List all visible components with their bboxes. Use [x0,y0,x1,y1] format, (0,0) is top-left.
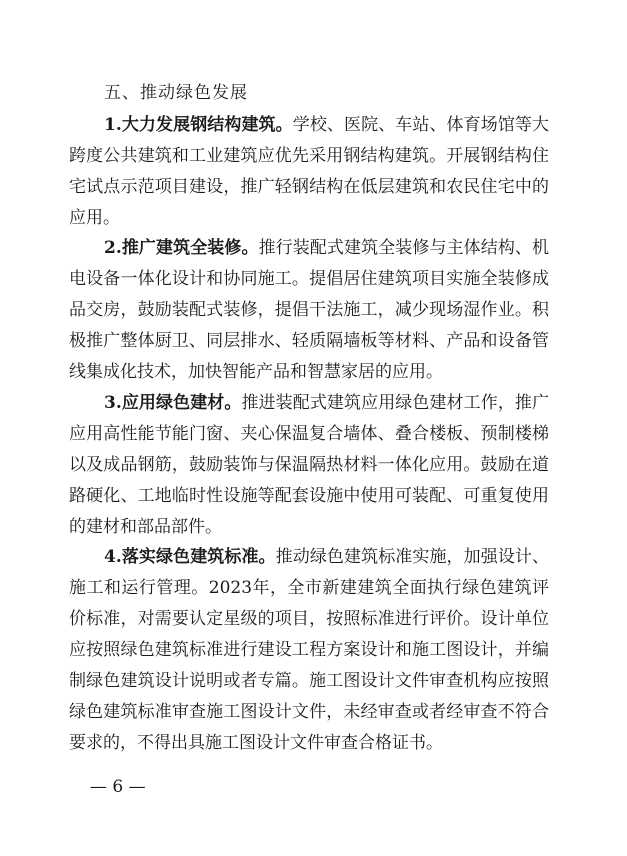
paragraph-body: 推进装配式建筑应用绿色建材工作，推广应用高性能节能门窗、夹心保温复合墙体、叠合楼板、预制楼梯以及成品钢筋，鼓励装饰与保温隔热材料一体化应用。鼓励在道路硬化、工地临时性设施等配套设施中使用可装配、可重复使用的建材和部品部件。 [69,393,549,537]
section-heading: 五、推动绿色发展 [104,83,248,103]
paragraph-lead: 3.应用绿色建材。 [104,393,242,413]
paragraph-lead: 1.大力发展钢结构建筑。 [104,115,293,135]
page-number: — 6 — [90,777,146,797]
paragraph-lead: 4.落实绿色建筑标准。 [104,547,276,567]
paragraph-green-materials [69,388,549,543]
paragraph-body: 学校、医院、车站、体育场馆等大跨度公共建筑和工业建筑应优先采用钢结构建筑。开展钢结构住宅试点示范项目建设，推广轻钢结构在低层建筑和农民住宅中的应用。 [69,115,550,228]
paragraph-full-decoration [69,233,549,388]
paragraph-steel-structure [69,110,549,234]
paragraph-green-standards [69,542,549,759]
paragraph-body: 推动绿色建筑标准实施，加强设计、施工和运行管理。2023年，全市新建建筑全面执行绿色建筑评价标准，对需要认定星级的项目，按照标准进行评价。设计单位应按照绿色建筑标准进行建设工程方案设计和施工图设计，并编制绿色建筑设计说明或者专篇。施工图设计文件审查机构应按照绿色建筑标准审查施工图设计文件，未经审查或者经审查不符合要求的，不得出具施工图设计文件审查合格证书。 [69,547,550,753]
paragraph-lead: 2.推广建筑全装修。 [104,238,259,258]
paragraph-body: 推行装配式建筑全装修与主体结构、机电设备一体化设计和协同施工。提倡居住建筑项目实施全装修成品交房，鼓励装配式装修，提倡干法施工，减少现场湿作业。积极推广整体厨卫、同层排水、轻质隔墙板等材料、产品和设备管线集成化技术，加快智能产品和智慧家居的应用。 [69,238,550,382]
